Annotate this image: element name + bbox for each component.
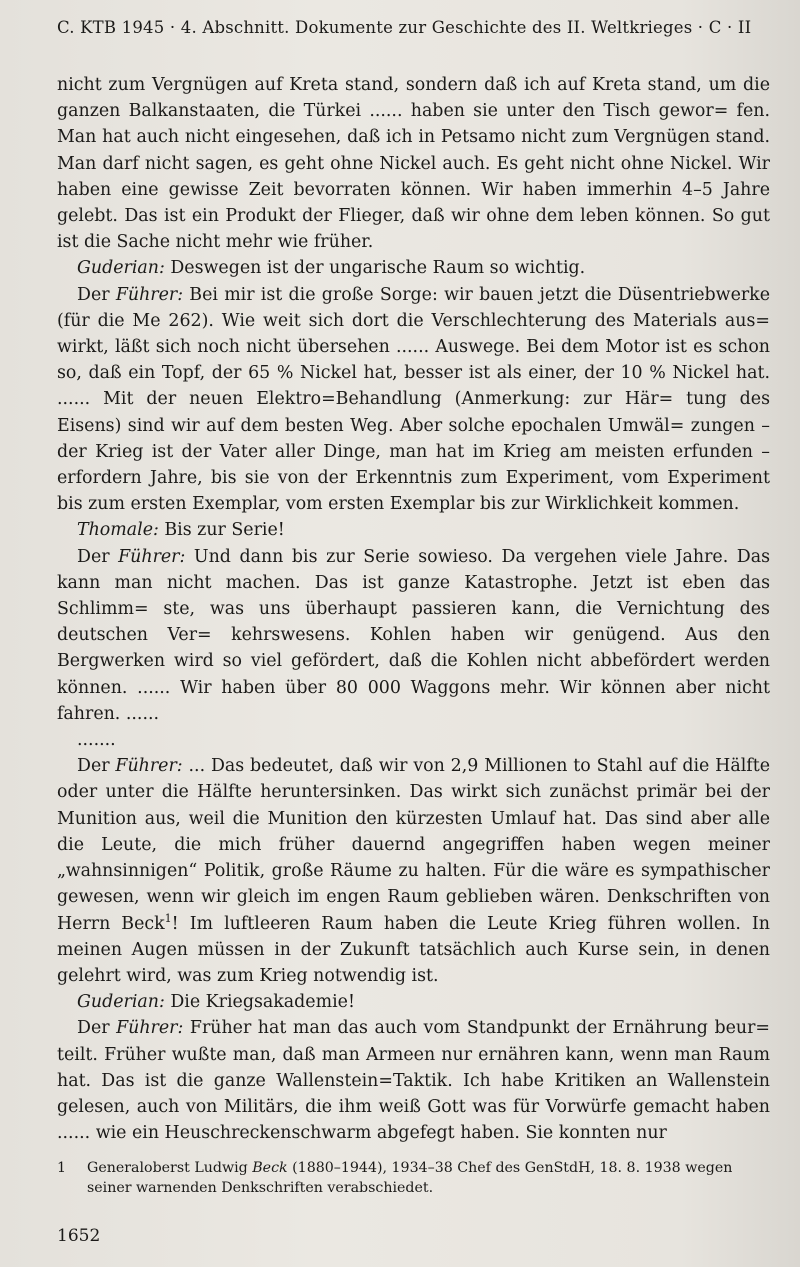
speaker-label: Thomale: bbox=[77, 520, 159, 541]
page-number: 1652 bbox=[57, 1226, 101, 1246]
paragraph-text: Und dann bis zur Serie sowieso. Da vergehen viele Jahre. Das kann man nicht machen. Das ist ganze Katastrophe. Jetzt ist eben das Schlimm= ste, was uns überhaupt passieren kann, die Vernichtung des deutschen Ver= kehrswesens. Kohlen haben wir genügend. Aus den Bergwerken wird so viel gefördert, daß die Kohlen nicht abbefördert werden können. ...... Wir haben über 80 000 Waggons mehr. Wir können aber nicht fahren. ...... bbox=[57, 546, 771, 724]
main-text bbox=[57, 72, 770, 1146]
paragraph-guderian-2 bbox=[57, 989, 770, 1015]
footnote-text-part: Generaloberst Ludwig bbox=[87, 1160, 253, 1176]
footnote-number: 1 bbox=[57, 1160, 67, 1176]
paragraph-fuehrer-2 bbox=[57, 544, 770, 727]
speaker-label: Führer: bbox=[115, 284, 184, 305]
speaker-prefix: Der bbox=[77, 756, 116, 777]
paragraph-1 bbox=[57, 72, 770, 255]
paragraph-thomale bbox=[57, 517, 770, 543]
footnote-name: Beck bbox=[252, 1160, 288, 1176]
paragraph-text: ! Im luftleeren Raum haben die Leute Krieg führen wollen. In meinen Augen müssen in der Zukunft tatsächlich auch Kurse sein, in denen gelehrt wird, was zum Krieg notwendig ist. bbox=[57, 913, 770, 986]
speaker-prefix: Der bbox=[77, 546, 119, 567]
speaker-prefix: Der bbox=[77, 1018, 117, 1039]
paragraph-text: nicht zum Vergnügen auf Kreta stand, sondern daß ich auf Kreta stand, um die ganzen Balkanstaaten, die Türkei ...... haben sie unter den Tisch gewor= fen. Man hat auch nicht eingesehen, daß ich in Petsamo nicht zum Vergnügen stand. Man darf nicht sagen, es geht ohne Nickel auch. Es geht nicht ohne Nickel. Wir haben eine gewisse Zeit bevorraten können. Wir haben immerhin 4–5 Jahre gelebt. Das ist ein Produkt der Flieger, daß wir ohne dem leben können. So gut ist die Sache nicht mehr wie früher. bbox=[57, 75, 770, 253]
paragraph-text: Früher hat man das auch vom Standpunkt der Ernährung beur= teilt. Früher wußte man, daß man Armeen nur ernähren kann, wenn man Raum hat. Das ist die ganze Wallenstein=Taktik. Ich habe Kritiken an Wallenstein gelesen, auch von Militärs, die ihm weiß Gott was für Vorwürfe gemacht haben ...... wie ein Heuschreckenschwarm abgefegt haben. Sie konnten nur bbox=[57, 1018, 770, 1144]
speaker-label: Führer: bbox=[118, 546, 186, 567]
footnote-text-part: (1880–1944), 1934–38 Chef des GenStdH, 18. 8. 1938 wegen seiner warnenden Denkschriften verabschiedet. bbox=[87, 1160, 733, 1196]
footnote-text bbox=[87, 1158, 770, 1198]
running-header-text: C. KTB 1945 · 4. Abschnitt. Dokumente zur Geschichte des II. Weltkrieges · C · II bbox=[57, 18, 752, 37]
paragraph-text: Bei mir ist die große Sorge: wir bauen jetzt die Düsentriebwerke (für die Me 262). Wie weit sich dort die Verschlechterung des Materials aus= wirkt, läßt sich noch nicht übersehen ...... Auswege. Bei dem Motor ist es schon so, daß ein Topf, der 65 % Nickel hat, besser ist als einer, der 10 % Nickel hat. ...... Mit der neuen Elektro=Behandlung (Anmerkung: zur Här= tung des Eisens) sind wir auf dem besten Weg. Aber solche epochalen Umwäl= zungen – der Krieg ist der Vater aller Dinge, man hat im Krieg am meisten erfunden – erfordern Jahre, bis sie von der Erkenntnis zum Experiment, vom Experiment bis zum ersten Exemplar, vom ersten Exemplar bis zur Wirklichkeit kommen. bbox=[57, 284, 771, 515]
paragraph-text: Bis zur Serie! bbox=[158, 520, 285, 541]
speaker-label: Führer: bbox=[116, 1018, 184, 1039]
paragraph-fuehrer-3 bbox=[57, 753, 770, 989]
speaker-prefix: Der bbox=[77, 284, 116, 305]
paragraph-fuehrer-4 bbox=[57, 1015, 770, 1146]
footnote-reference: 1 bbox=[164, 911, 172, 925]
paragraph-text: ... Das bedeutet, daß wir von 2,9 Millionen to Stahl auf die Hälfte oder unter die Hälfte heruntersinken. Das wirkt sich zunächst primär bei der Munition aus, weil die Munition den kürzesten Umlauf hat. Das sind aber alle die Leute, die mich früher dauernd angegriffen haben wegen meiner „wahnsinnigen“ Politik, große Räume zu halten. Für die wäre es sympathischer gewesen, wenn wir gleich im engen Raum geblieben wären. Denkschriften von Herrn Beck bbox=[57, 756, 770, 934]
speaker-label: Guderian: bbox=[77, 258, 165, 279]
paragraph-fuehrer-1 bbox=[57, 282, 770, 518]
speaker-label: Führer: bbox=[115, 756, 183, 777]
running-header bbox=[57, 18, 767, 37]
speaker-label: Guderian: bbox=[77, 992, 165, 1013]
omission-dots: ....... bbox=[77, 730, 116, 751]
paragraph-guderian-1 bbox=[57, 255, 770, 281]
footnote bbox=[57, 1158, 770, 1198]
paragraph-text: Die Kriegsakademie! bbox=[164, 992, 355, 1013]
paragraph-text: Deswegen ist der ungarische Raum so wichtig. bbox=[164, 258, 586, 279]
